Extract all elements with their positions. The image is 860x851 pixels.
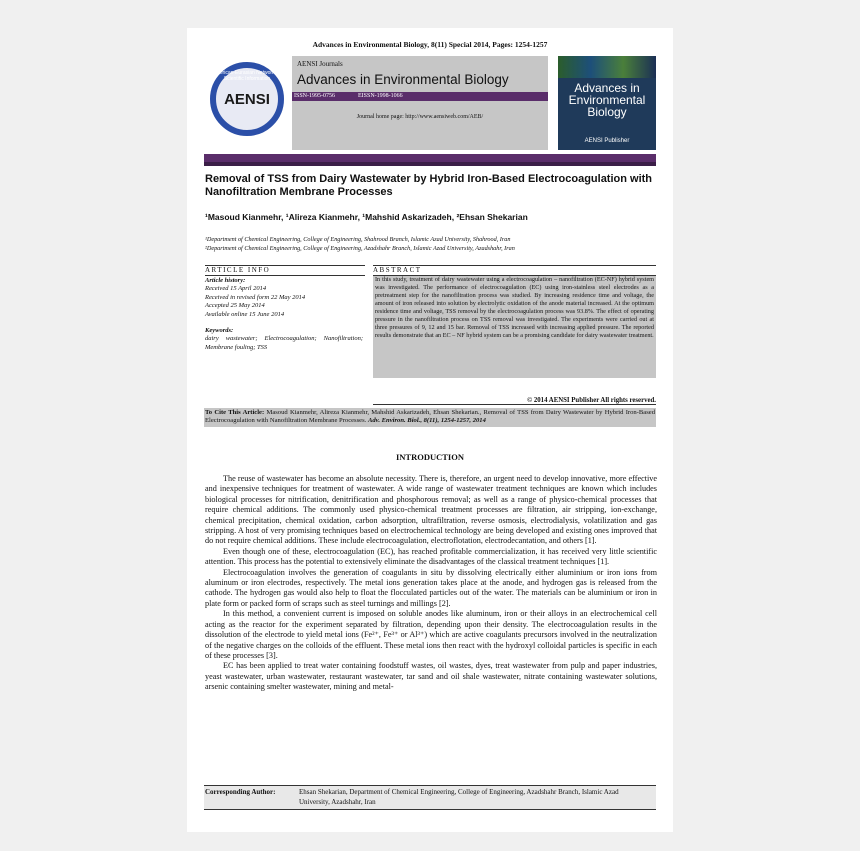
corresponding-author (204, 785, 656, 810)
author-list: ¹Masoud Kianmehr, ¹Alireza Kianmehr, ¹Mahshid Askarizadeh, ²Ehsan Shekarian (205, 212, 528, 222)
article-info-heading: ARTICLE INFO (205, 265, 365, 276)
journal-header (204, 56, 656, 154)
history-label: Article history: (205, 277, 246, 284)
issn: ISSN-1995-0756 (294, 93, 336, 99)
journal-title: Advances in Environmental Biology (297, 72, 509, 87)
paragraph: Electrocoagulation involves the generation of coagulants in situ by dissolving electrically either aluminium or iron ions from aluminum or iron electrodes, respectively. The metal ions generation takes place at the anode, and hydrogen gas is released from the cathode. The hydrogen gas would also help to float the flocculated particles out of the water. The materials can be aluminium or iron in plate form or packed form of scraps such as steel turnings and millings [2]. (205, 567, 657, 608)
paragraph: EC has been applied to treat water containing foodstuff wastes, oil wastes, dyes, treat wastewater from pulp and paper industries, yeast wastewater, urban wastewater, restaurant wastewater, tar sand and oil shale wastewater, nitrate containing wastewater solutions, arsenic containing smelter wastewater, mining and metal- (205, 661, 657, 692)
journal-cover (558, 56, 656, 150)
keywords-label: Keywords: (205, 327, 234, 335)
paragraph: Even though one of these, electrocoagulation (EC), has reached profitable commercialization, it has received very little scientific attention. This process has the potential to extensively eliminate the disadvantages of the classical treatment techniques [1]. (205, 546, 657, 567)
issn-bar (292, 92, 548, 101)
paper-page (187, 28, 673, 832)
article-title: Removal of TSS from Dairy Wastewater by Hybrid Iron-Based Electrocoagulation with Nanofiltration Membrane Processes (205, 173, 653, 198)
cover-title: Advances in Environmental Biology (568, 81, 646, 119)
affiliation-1: ¹Department of Chemical Engineering, College of Engineering, Shahrood Branch, Islamic Azad University, Shahrood, Iran (205, 236, 511, 243)
affiliations (205, 235, 515, 253)
cover-image-strip (558, 56, 656, 78)
aensi-logo (204, 56, 290, 150)
citation-box (204, 408, 656, 427)
header-bar-dark (204, 162, 656, 166)
received-date: Received 15 April 2014 (205, 285, 267, 293)
copyright: © 2014 AENSI Publisher All rights reserved. (373, 397, 656, 405)
cite-ref: Adv. Environ. Biol., 8(11), 1254-1257, 2014 (367, 417, 486, 425)
journal-homepage: Journal home page: http://www.aensiweb.com/AEB/ (356, 114, 484, 120)
eissn: EISSN-1998-1066 (358, 93, 403, 99)
paragraph: In this method, a convenient current is imposed on soluble anodes like aluminum, iron or their alloys in an electrochemical cell acting as the reactor for the experiment separated by filtration, depending upon their density. The electrocoagulation results in the dissolution of the electrode to yield metal ions (Fe²⁺, Fe³⁺ or Al³⁺) which are active coagulants precursors involved in the neutralization of the negative charges on the colloids of the effluent. These metal ions then react with the hydroxyl colloidal particles is specific in each of these processes [3]. (205, 609, 657, 660)
abstract-text: In this study, treatment of dairy wastewater using a electrocoagulation – nanofiltration (EC-NF) hybrid system was investigated. The performance of electrocoagulation (EC) using iron-stainless steel electrodes as a pretreatment step for the nanofiltration process was studied. By increasing residence time and voltage, the amount of iron released into solution by electrolytic oxidation of the anode material increased. At the optimum residence time and voltage, TSS removal by the electrocoagulation process was 93.8%. The effect of operating pressure in the nanofiltration process on TSS removal was investigated. The experiments were carried out at three pressures of 9, 12 and 15 bar. Removal of TSS increased with increasing applied pressure. The reported results demonstrate that an EC – NF hybrid system can be a promising candidate for dairy wastewater treatment. (373, 276, 656, 378)
abstract-heading: ABSTRACT (373, 265, 656, 276)
affiliation-2: ²Department of Chemical Engineering, College of Engineering, Azadshahr Branch, Islamic Azad University, Azadshahr, Iran (205, 245, 515, 252)
keywords: dairy wastewater; Electrocoagulation; Nanofiltration; Membrane fouling; TSS (205, 335, 363, 351)
journal-info-box (292, 56, 548, 150)
cite-text: Masoud Kianmehr, Alireza Kianmehr, Mahshid Askarizadeh, Ehsan Shekarian., Removal of TSS from Dairy Wastewater by Hybrid Iron-Based Electrocoagulation with Nanofiltration Membrane Processes. (205, 409, 655, 425)
introduction-body (205, 474, 657, 693)
cite-label: To Cite This Article: (205, 409, 265, 416)
corresponding-text: Ehsan Shekarian, Department of Chemical Engineering, College of Engineering, Azadshahr Branch, Islamic Azad University, Azadshahr, Iran (299, 788, 619, 806)
logo-word: AENSI (224, 91, 270, 108)
running-header: Advances in Environmental Biology, 8(11) Special 2014, Pages: 1254-1257 (312, 40, 548, 49)
corresponding-label: Corresponding Author: (205, 788, 276, 796)
header-bar (204, 154, 656, 162)
accepted-date: Accepted 25 May 2014 (205, 302, 265, 310)
revised-date: Received in revised form 22 May 2014 (205, 293, 306, 301)
logo-ring-text: American-Eurasian Network for Scientific Information (212, 70, 282, 82)
paragraph: The reuse of wastewater has become an absolute necessity. There is, therefore, an urgent need to develop innovative, more effective and inexpensive techniques for treatment of wastewater. A wide range of wastewater treatment techniques are known which includes biological processes for nitrification, denitrification and phosphorous removal; as well as a range of physico-chemical processes that require chemical additions. The commonly used physico-chemical treatment processes are filtration, air stripping, ion-exchange, chemical precipitation, chemical oxidation, carbon adsorption, ultrafiltration, reverse osmosis, electrodialysis, volatilization and gas stripping. A host of very promising techniques based on electrochemical technology are being developed and existing ones improved that do not require chemical additions. These include electrocoagulation, electroflotation, electrodecantation, and others [1]. (205, 474, 657, 546)
cover-publisher: AENSI Publisher (584, 138, 630, 144)
online-date: Available online 15 June 2014 (205, 310, 285, 318)
article-info (205, 277, 363, 352)
section-heading-introduction: INTRODUCTION (395, 452, 464, 462)
publisher-name: AENSI Journals (297, 60, 343, 68)
